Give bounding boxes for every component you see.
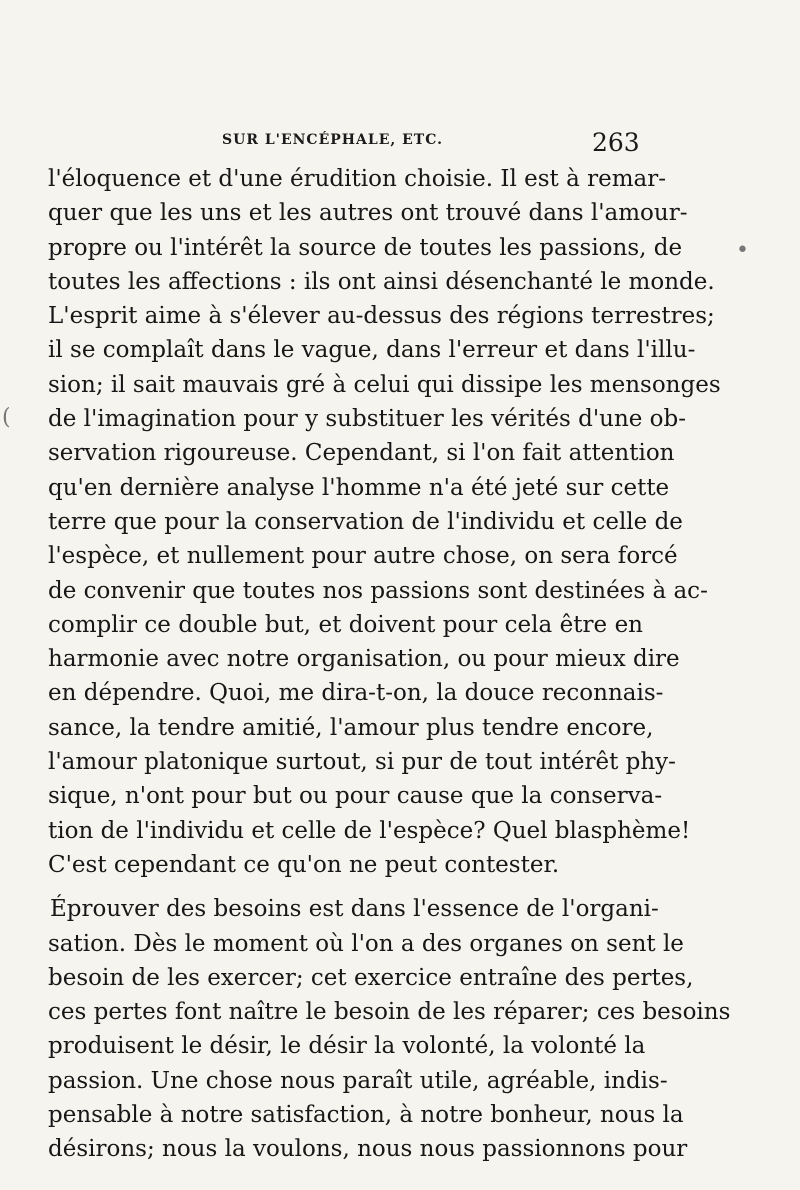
page-header [48, 128, 648, 158]
text-line: harmonie avec notre organisation, ou pour mieux dire [48, 646, 680, 673]
text-line: servation rigoureuse. Cependant, si l'on fait attention [48, 440, 675, 467]
text-line: l'éloquence et d'une érudition choisie. Il est à remar- [48, 166, 667, 192]
text-line: désirons; nous la voulons, nous nous passionnons pour [48, 1136, 688, 1163]
text-line: pensable à notre satisfaction, à notre bonheur, nous la [48, 1102, 684, 1129]
body-text [48, 162, 731, 1167]
text-line: sance, la tendre amitié, l'amour plus tendre encore, [48, 714, 654, 741]
margin-mark-left: ( [2, 405, 11, 430]
text-line: il se complaît dans le vague, dans l'erreur et dans l'illu- [48, 337, 696, 364]
text-line: en dépendre. Quoi, me dira-t-on, la douce reconnais- [48, 680, 664, 707]
paragraph-gap [48, 882, 643, 892]
text-line: l'amour platonique surtout, si pur de tout intérêt phy- [48, 749, 676, 776]
text-line: de l'imagination pour y substituer les vérités d'une ob- [48, 406, 687, 433]
text-line: passion. Une chose nous paraît utile, agréable, indis- [48, 1067, 668, 1094]
margin-mark-right: • [736, 238, 749, 263]
text-line: quer que les uns et les autres ont trouvé dans l'amour- [48, 200, 688, 227]
text-line: propre ou l'intérêt la source de toutes les passions, de [48, 234, 683, 261]
text-line: L'esprit aime à s'élever au-dessus des régions terrestres; [48, 303, 715, 330]
page-number: 263 [592, 128, 640, 157]
text-line: produisent le désir, le désir la volonté, la volonté la [48, 1033, 646, 1060]
text-line: tion de l'individu et celle de l'espèce? Quel blasphème! [48, 817, 691, 844]
text-line: sation. Dès le moment où l'on a des organes on sent le [48, 930, 684, 957]
text-line: ces pertes font naître le besoin de les réparer; ces besoins [48, 999, 731, 1026]
paragraph-1 [48, 162, 721, 882]
text-line: qu'en dernière analyse l'homme n'a été jeté sur cette [48, 474, 670, 501]
text-line: C'est cependant ce qu'on ne peut contester. [48, 851, 560, 878]
text-line: l'espèce, et nullement pour autre chose, on sera forcé [48, 543, 678, 570]
text-line: toutes les affections : ils ont ainsi désenchanté le monde. [48, 268, 715, 295]
text-line: terre que pour la conservation de l'individu et celle de [48, 508, 683, 535]
text-line: Éprouver des besoins est dans l'essence de l'organi- [50, 896, 659, 923]
text-line: sique, n'ont pour but ou pour cause que la conserva- [48, 783, 663, 810]
text-line: de convenir que toutes nos passions sont destinées à ac- [48, 577, 708, 604]
text-line: besoin de les exercer; cet exercice entraîne des pertes, [48, 964, 694, 991]
running-head: SUR L'ENCÉPHALE, ETC. [222, 132, 443, 148]
text-line: sion; il sait mauvais gré à celui qui dissipe les mensonges [48, 371, 721, 398]
text-line: complir ce double but, et doivent pour cela être en [48, 611, 643, 638]
paragraph-2 [48, 892, 731, 1166]
